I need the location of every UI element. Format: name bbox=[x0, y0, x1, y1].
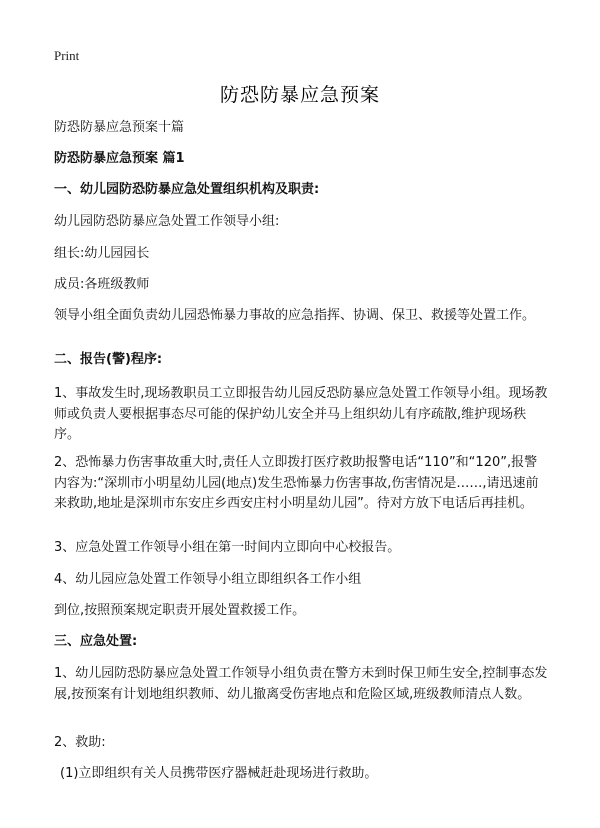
paragraph-report-2: 2、恐怖暴力伤害事故重大时,责任人立即拨打医疗救助报警电话“110”和“120”,报警内容为:“深圳市小明星幼儿园(地点)发生恐怖暴力伤害事故,伤害情况是……,请迅速前来救助,地址是深圳市东安庄乡西安庄村小明星幼儿园”。待对方放下电话后再挂机。 bbox=[54, 455, 539, 511]
paragraph-response-2: 2、救助: bbox=[54, 735, 106, 750]
section-heading-response: 三、应急处置: bbox=[54, 634, 138, 649]
document-title: 防恐防暴应急预案 bbox=[219, 84, 380, 106]
section-heading-organization: 一、幼儿园防恐防暴应急处置组织机构及职责: bbox=[54, 182, 320, 197]
document-subtitle: 防恐防暴应急预案十篇 bbox=[54, 120, 185, 135]
paragraph-group-intro: 幼儿园防恐防暴应急处置工作领导小组: bbox=[54, 214, 280, 229]
paragraph-report-1: 1、事故发生时,现场教职员工立即报告幼儿园反恐防暴应急处置工作领导小组。现场教师或负责人要根据事态尽可能的保护幼儿安全并马上组织幼儿有序疏散,维护现场秩序。 bbox=[54, 386, 548, 442]
part-heading: 防恐防暴应急预案 篇1 bbox=[54, 151, 185, 166]
paragraph-report-3: 3、应急处置工作领导小组在第一时间内立即向中心校报告。 bbox=[54, 540, 401, 555]
section-heading-report: 二、报告(警)程序: bbox=[54, 352, 163, 367]
paragraph-response-2-sub-1: (1)立即组织有关人员携带医疗器械赶赴现场进行救助。 bbox=[60, 766, 378, 781]
paragraph-group-leader: 组长:幼儿园园长 bbox=[54, 246, 150, 261]
paragraph-response-1: 1、幼儿园防恐防暴应急处置工作领导小组负责在警方未到时保卫师生安全,控制事态发展,按预案有计划地组织教师、幼儿撤离受伤害地点和危险区域,班级教师清点人数。 bbox=[54, 666, 548, 702]
paragraph-group-duty: 领导小组全面负责幼儿园恐怖暴力事故的应急指挥、协调、保卫、救援等处置工作。 bbox=[54, 308, 536, 323]
print-label: Print bbox=[54, 48, 80, 63]
paragraph-report-4-continued: 到位,按照预案规定职责开展处置救援工作。 bbox=[54, 603, 306, 618]
paragraph-report-4: 4、幼儿园应急处置工作领导小组立即组织各工作小组 bbox=[54, 572, 362, 587]
paragraph-group-members: 成员:各班级教师 bbox=[54, 277, 150, 292]
